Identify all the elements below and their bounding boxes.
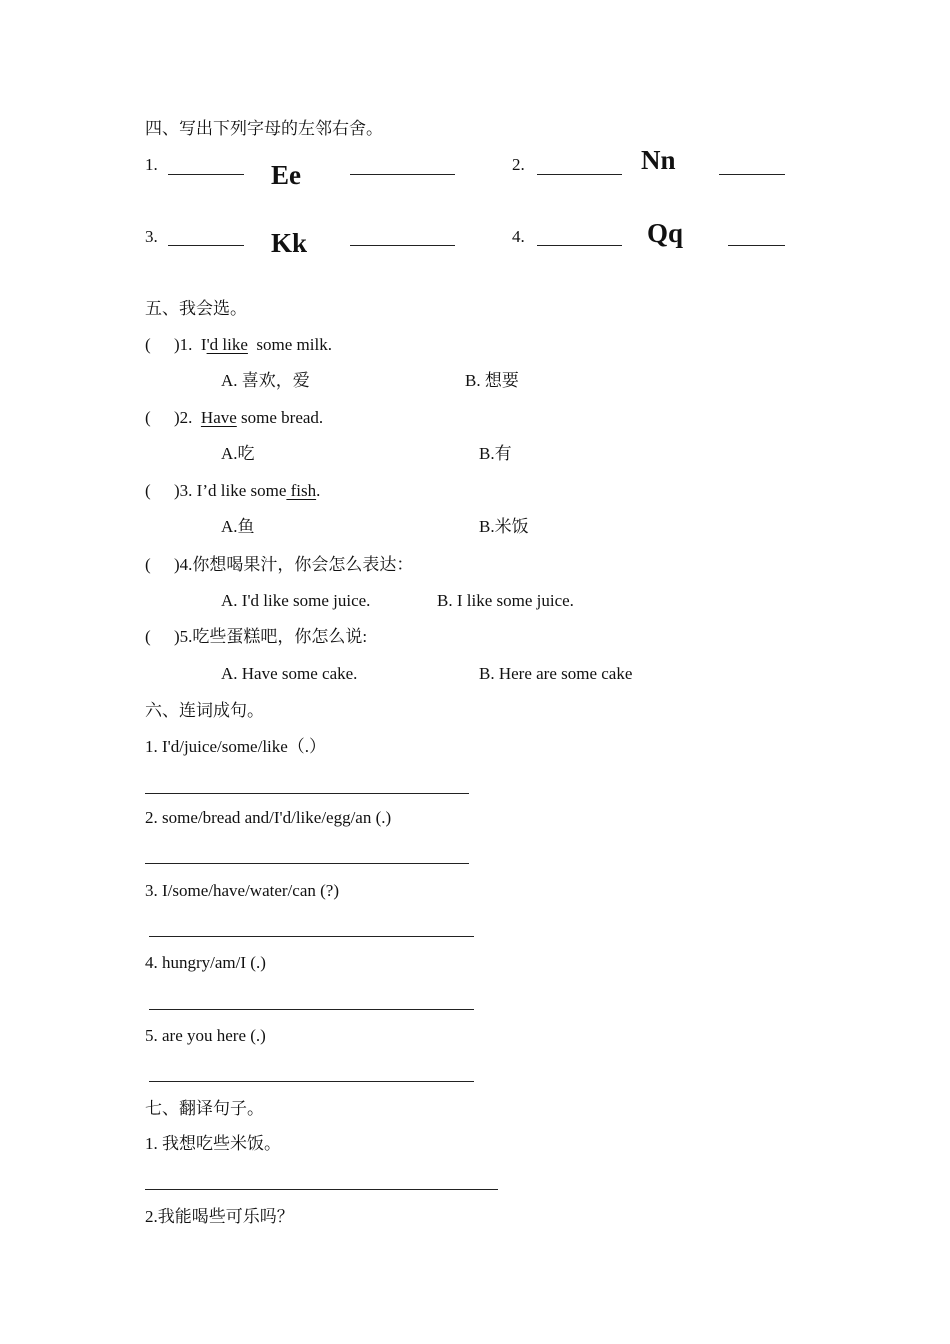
option-a: A.吃 bbox=[221, 444, 255, 463]
question-stem: )5.吃些蛋糕吧，你怎么说: bbox=[174, 627, 368, 646]
letter-pair: Ee bbox=[271, 160, 301, 190]
reorder-item: 4. hungry/am/I (.) bbox=[145, 953, 266, 972]
option-b: B.有 bbox=[479, 444, 512, 463]
question-stem: )2. Have some bread. bbox=[174, 408, 324, 427]
choice-paren[interactable]: ( bbox=[145, 335, 151, 354]
section7-title: 七、翻译句子。 bbox=[145, 1099, 264, 1118]
answer-line[interactable] bbox=[145, 863, 469, 864]
letter-pair: Nn bbox=[641, 145, 676, 175]
answer-line[interactable] bbox=[145, 1189, 498, 1190]
reorder-item: 3. I/some/have/water/can (?) bbox=[145, 881, 339, 900]
option-b: B.米饭 bbox=[479, 517, 529, 536]
answer-blank[interactable] bbox=[537, 174, 622, 175]
option-b: B. 想要 bbox=[465, 371, 519, 390]
item-number: 2. bbox=[512, 155, 525, 174]
answer-line[interactable] bbox=[149, 1081, 474, 1082]
translate-item: 1. 我想吃些米饭。 bbox=[145, 1134, 281, 1153]
question-stem: )4.你想喝果汁，你会怎么表达： bbox=[174, 555, 414, 574]
answer-blank[interactable] bbox=[719, 174, 785, 175]
option-a: A. 喜欢，爱 bbox=[221, 371, 310, 390]
option-a: A. Have some cake. bbox=[221, 664, 358, 683]
answer-line[interactable] bbox=[149, 1009, 474, 1010]
item-number: 3. bbox=[145, 227, 158, 246]
option-a: A. I'd like some juice. bbox=[221, 591, 371, 610]
answer-blank[interactable] bbox=[350, 245, 455, 246]
answer-line[interactable] bbox=[145, 793, 469, 794]
choice-paren[interactable]: ( bbox=[145, 408, 151, 427]
letter-pair: Kk bbox=[271, 228, 308, 258]
option-a: A.鱼 bbox=[221, 517, 255, 536]
answer-blank[interactable] bbox=[728, 245, 785, 246]
option-b: B. I like some juice. bbox=[437, 591, 574, 610]
choice-paren[interactable]: ( bbox=[145, 627, 151, 646]
answer-blank[interactable] bbox=[168, 245, 244, 246]
section4-title: 四、写出下列字母的左邻右舍。 bbox=[145, 119, 383, 138]
answer-blank[interactable] bbox=[537, 245, 622, 246]
answer-blank[interactable] bbox=[350, 174, 455, 175]
choice-paren[interactable]: ( bbox=[145, 481, 151, 500]
question-stem: )1. I'd like some milk. bbox=[174, 335, 332, 354]
answer-line[interactable] bbox=[149, 936, 474, 937]
choice-paren[interactable]: ( bbox=[145, 555, 151, 574]
item-number: 1. bbox=[145, 155, 158, 174]
section5-title: 五、我会选。 bbox=[145, 299, 247, 318]
item-number: 4. bbox=[512, 227, 525, 246]
translate-item: 2.我能喝些可乐吗？ bbox=[145, 1207, 294, 1226]
answer-blank[interactable] bbox=[168, 174, 244, 175]
section6-title: 六、连词成句。 bbox=[145, 701, 264, 720]
reorder-item: 2. some/bread and/I'd/like/egg/an (.) bbox=[145, 808, 392, 827]
reorder-item: 5. are you here (.) bbox=[145, 1026, 266, 1045]
option-b: B. Here are some cake bbox=[479, 664, 633, 683]
question-stem: )3. I’d like some fish. bbox=[174, 481, 321, 500]
letter-pair: Qq bbox=[647, 218, 684, 248]
reorder-item: 1. I'd/juice/some/like（.） bbox=[145, 737, 327, 756]
